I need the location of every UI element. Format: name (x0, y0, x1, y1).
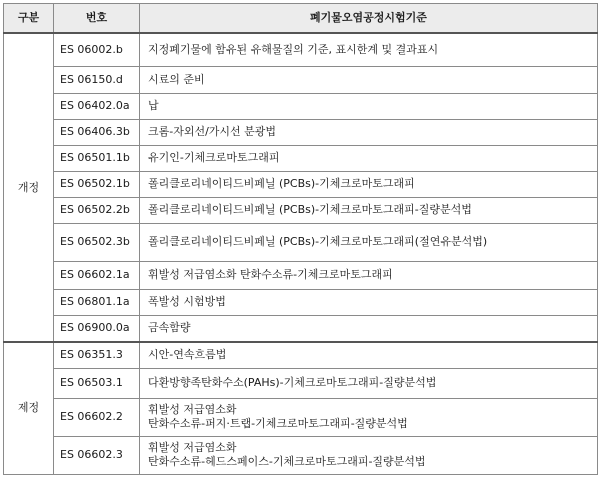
code-cell: ES 06602.1a (54, 261, 140, 289)
title-cell (140, 436, 598, 474)
table-row (4, 289, 598, 315)
title-cell: 폭발성 시험방법 (140, 289, 598, 315)
title-line2: 탄화수소류-퍼지·트랩-기체크로마토그래피-질량분석법 (148, 417, 408, 430)
table-row (4, 119, 598, 145)
title-cell: 납 (140, 93, 598, 119)
standards-table (3, 3, 598, 475)
title-cell: 폴리클로리네이티드비페닐 (PCBs)-기체크로마토그래피-질량분석법 (140, 197, 598, 223)
code-cell: ES 06602.2 (54, 398, 140, 436)
table-row (4, 261, 598, 289)
table-row (4, 315, 598, 342)
title-cell (140, 398, 598, 436)
table-row (4, 93, 598, 119)
table-row (4, 66, 598, 93)
title-cell: 휘발성 저급염소화 탄화수소류-기체크로마토그래피 (140, 261, 598, 289)
code-cell: ES 06501.1b (54, 145, 140, 171)
code-cell: ES 06502.1b (54, 171, 140, 197)
code-cell: ES 06503.1 (54, 368, 140, 398)
header-title: 폐기물오염공정시험기준 (140, 4, 598, 34)
title-cell: 지정폐기물에 함유된 유해물질의 기준, 표시한계 및 결과표시 (140, 33, 598, 66)
title-cell: 시료의 준비 (140, 66, 598, 93)
title-cell: 크롬-자외선/가시선 분광법 (140, 119, 598, 145)
table-row (4, 33, 598, 66)
title-cell: 폴리클로리네이티드비페닐 (PCBs)-기체크로마토그래피 (140, 171, 598, 197)
code-cell: ES 06351.3 (54, 342, 140, 368)
title-line1-left: 휘발성 (148, 403, 180, 416)
title-line2: 탄화수소류-헤드스페이스-기체크로마토그래피-질량분석법 (148, 455, 426, 468)
table-row (4, 197, 598, 223)
title-cell: 시안-연속흐름법 (140, 342, 598, 368)
code-cell: ES 06002.b (54, 33, 140, 66)
table-row (4, 398, 598, 436)
title-line1-right: 저급염소화 (183, 441, 237, 454)
code-cell: ES 06900.0a (54, 315, 140, 342)
code-cell: ES 06502.2b (54, 197, 140, 223)
table-row (4, 436, 598, 474)
code-cell: ES 06402.0a (54, 93, 140, 119)
title-cell: 다환방향족탄화수소(PAHs)-기체크로마토그래피-질량분석법 (140, 368, 598, 398)
table-row (4, 223, 598, 261)
title-cell: 금속함량 (140, 315, 598, 342)
header-category: 구분 (4, 4, 54, 34)
title-line1-left: 휘발성 (148, 441, 180, 454)
title-line1-right: 저급염소화 (183, 403, 237, 416)
table-row (4, 145, 598, 171)
category-cell-enacted: 제정 (4, 342, 54, 474)
title-cell: 폴리클로리네이티드비페닐 (PCBs)-기체크로마토그래피(절연유분석법) (140, 223, 598, 261)
table-header-row (4, 4, 598, 34)
category-cell-revised: 개정 (4, 33, 54, 342)
table-row (4, 171, 598, 197)
table-row (4, 342, 598, 368)
code-cell: ES 06801.1a (54, 289, 140, 315)
header-number: 번호 (54, 4, 140, 34)
code-cell: ES 06150.d (54, 66, 140, 93)
table-row (4, 368, 598, 398)
code-cell: ES 06602.3 (54, 436, 140, 474)
title-cell: 유기인-기체크로마토그래피 (140, 145, 598, 171)
code-cell: ES 06502.3b (54, 223, 140, 261)
code-cell: ES 06406.3b (54, 119, 140, 145)
